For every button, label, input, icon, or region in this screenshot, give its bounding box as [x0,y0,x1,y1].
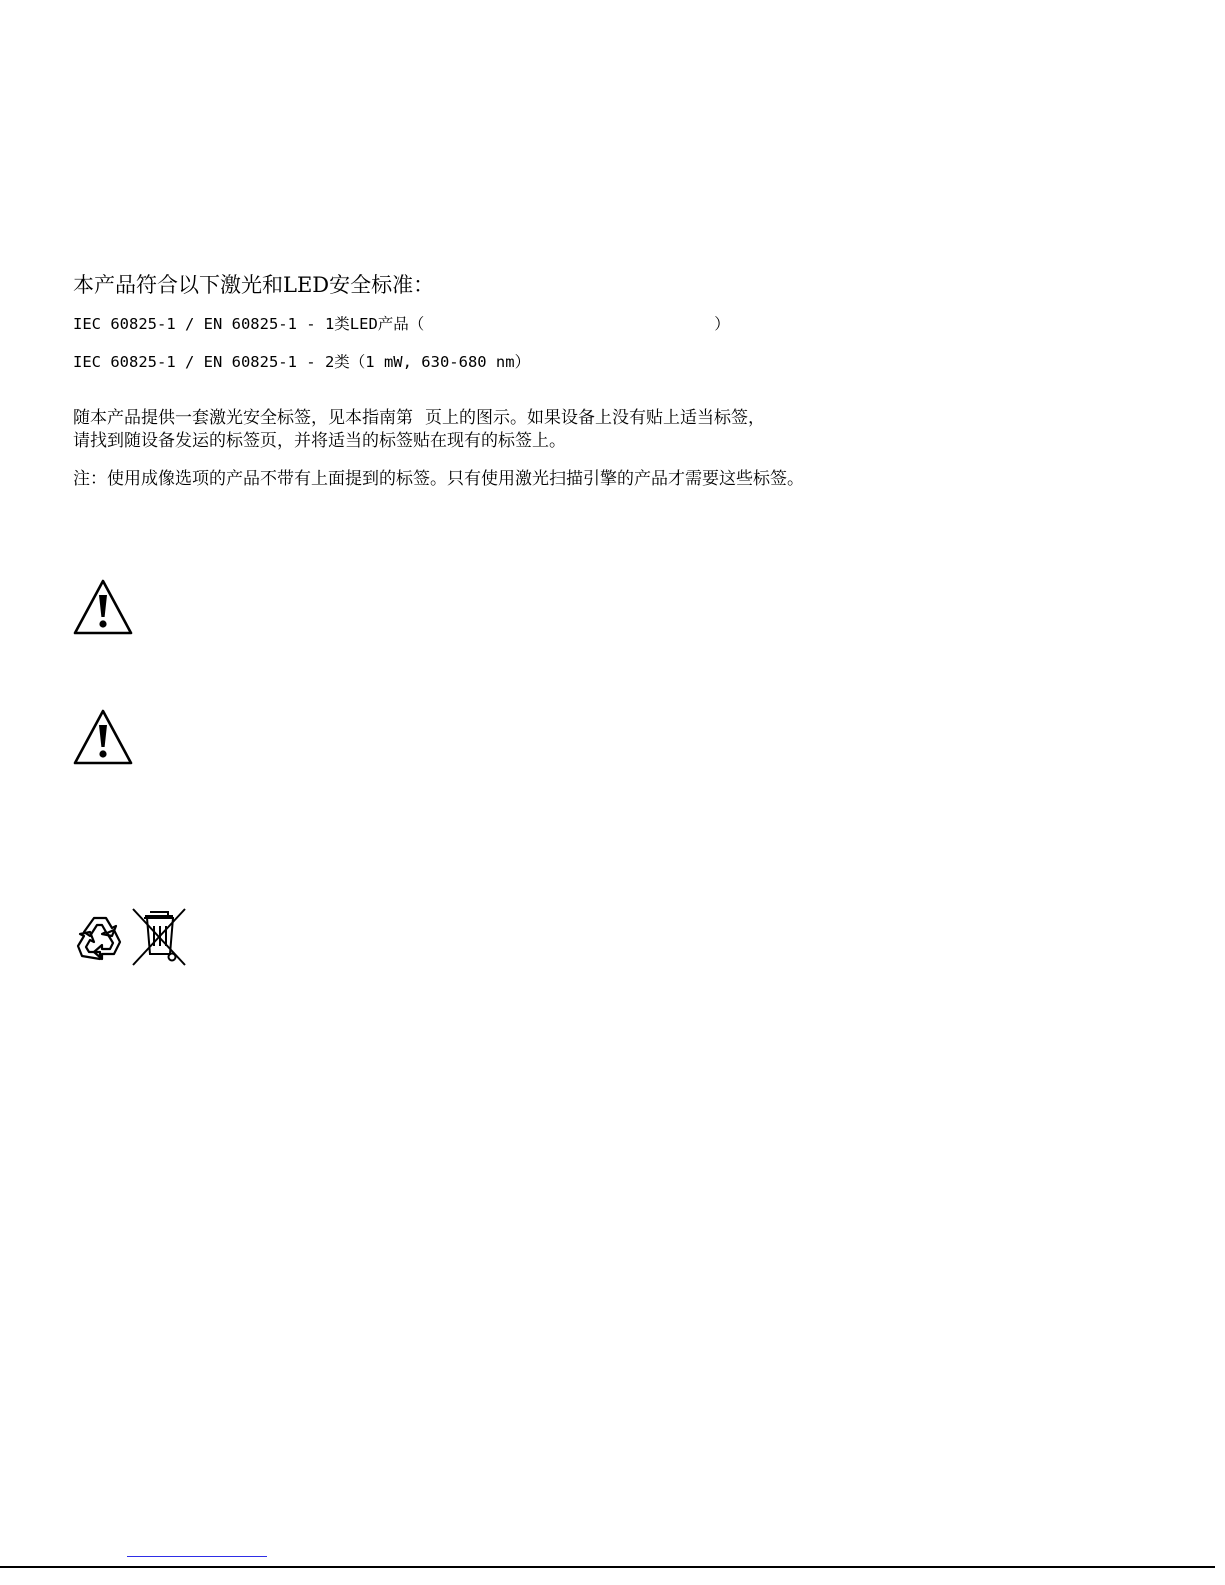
label-paragraph-text-b: 页上的图示。如果设备上没有贴上适当标签， [425,408,765,428]
note-paragraph: 注：使用成像选项的产品不带有上面提到的标签。只有使用激光扫描引擎的产品才需要这些标签。 [73,469,804,489]
label-paragraph-line-1 [73,407,765,430]
section-heading: 本产品符合以下激光和LED安全标准： [73,273,435,297]
warning-triangle-icon [72,708,134,766]
crossed-out-wheelie-bin-icon [130,906,188,968]
standard-led-text: IEC 60825-1 / EN 60825-1 - 1类LED产品（ [73,315,425,333]
footer-link-underline [127,1556,267,1557]
footer-rule [0,1566,1215,1568]
standard-led-close: ） [714,315,730,333]
recycle-icon [74,912,126,966]
standard-line-laser: IEC 60825-1 / EN 60825-1 - 2类（1 mW, 630-680 nm） [73,353,531,371]
label-paragraph-line-2: 请找到随设备发运的标签页，并将适当的标签贴在现有的标签上。 [73,431,566,451]
warning-triangle-icon [72,578,134,636]
label-paragraph-text-a: 随本产品提供一套激光安全标签，见本指南第 [73,408,413,428]
standard-line-led [73,313,730,335]
